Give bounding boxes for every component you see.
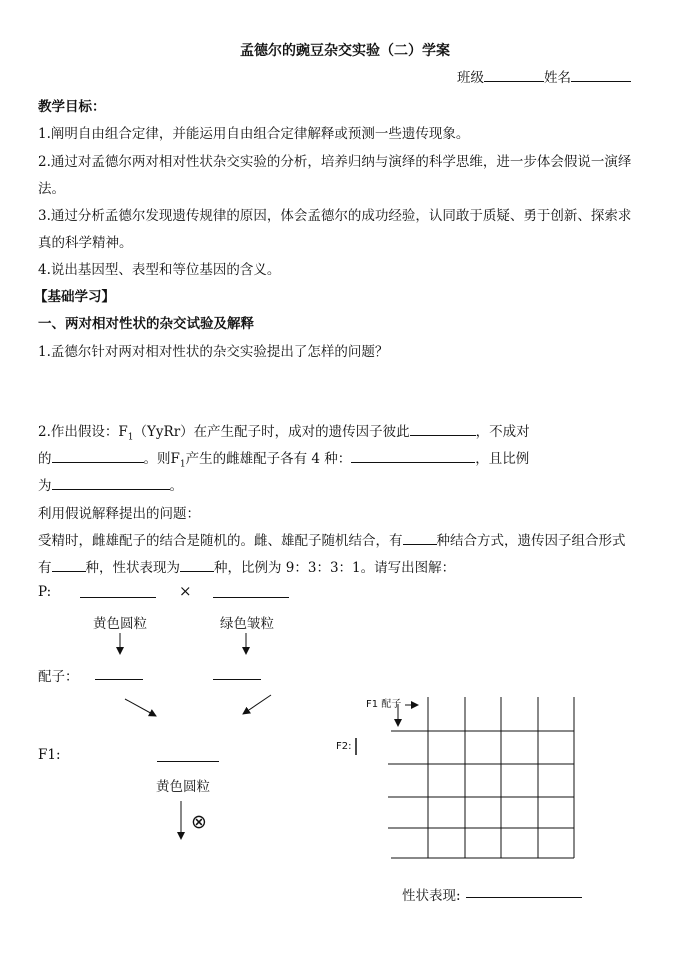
q2-text: 的 — [38, 451, 52, 467]
f1-gamete-label: F1 配子 — [366, 699, 402, 710]
q2-text: 。则F — [143, 451, 180, 467]
cross-symbol: × — [179, 582, 192, 600]
q2-text: 为 — [38, 478, 52, 494]
q2-subscript: 1 — [179, 459, 186, 470]
q2-text: （YyRr）在产生配子时，成对的遗传因子彼此 — [133, 424, 410, 440]
use-hypothesis: 利用假说解释提出的问题： — [38, 506, 200, 522]
name-label: 姓名 — [544, 70, 571, 86]
gamete-label: 配子： — [38, 669, 79, 685]
objective-2b: 法。 — [38, 181, 65, 197]
fert-text: 种，比例为 9：3：3：1。请写出图解： — [214, 560, 456, 576]
green-wrinkled-label: 绿色皱粒 — [220, 616, 274, 632]
objective-4: 4.说出基因型、表型和等位基因的含义。 — [38, 262, 281, 278]
page-title: 孟德尔的豌豆杂交实验（二）学案 — [240, 43, 450, 59]
arrow-diag-left — [125, 699, 156, 716]
f2-label: F2: — [336, 741, 352, 752]
p-label: P: — [38, 584, 52, 600]
objective-1: 1.阐明自由组合定律，并能运用自由组合定律解释或预测一些遗传现象。 — [38, 126, 470, 142]
f1-phenotype: 黄色圆粒 — [156, 779, 210, 795]
trait-label: 性状表现: — [402, 888, 461, 904]
q2-text: ，且比例 — [475, 451, 530, 467]
f1-label: F1: — [38, 747, 61, 763]
fert-text: 种结合方式，遗传因子组合形式 — [436, 533, 626, 549]
objective-3a: 3.通过分析孟德尔发现遗传规律的原因，体会孟德尔的成功经验，认同敢于质疑、勇于创新、探索求 — [38, 208, 632, 224]
q2-text: 2.作出假设：F — [38, 424, 128, 440]
objectives-heading: 教学目标： — [38, 99, 106, 115]
q2-subscript: 1 — [127, 432, 134, 443]
fert-text: 受精时，雌雄配子的结合是随机的。雌、雄配子随机结合，有 — [38, 533, 403, 549]
q2-text: ，不成对 — [475, 424, 530, 440]
q2-text: 产生的雌雄配子各有 4 种： — [185, 451, 352, 467]
punnett-grid — [388, 697, 574, 858]
self-cross-symbol: ⊗ — [191, 811, 207, 833]
fert-text: 种，性状表现为 — [85, 560, 180, 576]
class-label: 班级 — [457, 70, 484, 86]
objective-2a: 2.通过对孟德尔两对相对性状杂交实验的分析，培养归纳与演绎的科学思维，进一步体会假说一演绎 — [38, 154, 632, 170]
question-1: 1.孟德尔针对两对相对性状的杂交实验提出了怎样的问题？ — [38, 344, 389, 360]
q2-text: 。 — [169, 478, 183, 494]
section-1-heading: 一、两对相对性状的杂交试验及解释 — [38, 316, 254, 332]
yellow-round-label: 黄色圆粒 — [93, 616, 147, 632]
arrow-diag-right — [243, 695, 271, 714]
fert-text: 有 — [38, 560, 52, 576]
basic-heading: 【基础学习】 — [34, 289, 115, 305]
objective-3b: 真的科学精神。 — [38, 235, 133, 251]
